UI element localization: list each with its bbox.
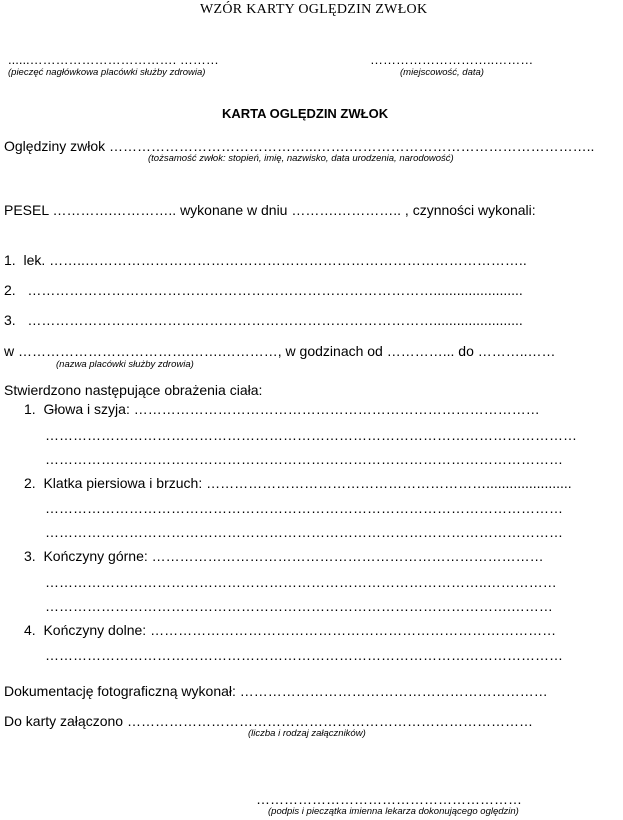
place-date-dots: ………………………..……… xyxy=(370,52,534,67)
injury-label: Kończyny dolne: …………………………………………………………………………… xyxy=(43,622,557,638)
ogledziny-line: Oględziny zwłok ……………………………………...…….…………………………………………….. xyxy=(4,138,595,154)
performer-text: lek. ……..………………………………………………………………………………….. xyxy=(23,252,527,268)
signature-caption: (podpis i pieczątka imienna lekarza dokonującego oględzin) xyxy=(268,806,519,817)
performer-text: ……………………………………………………………………………....................... xyxy=(27,312,523,328)
attachments-line: Do karty załączono …………………………………………………………………………… xyxy=(4,713,533,729)
photo-documentation-line: Dokumentację fotograficzną wykonał: ………………………………………………………… xyxy=(4,683,548,699)
injury-label: Klatka piersiowa i brzuch: ……………………………………………………...................... xyxy=(43,475,572,491)
ogledziny-caption: (tożsamość zwłok: stopień, imię, nazwisko, data urodzenia, narodowość) xyxy=(148,153,454,164)
place-caption: (nazwa placówki służby zdrowia) xyxy=(56,359,194,370)
injury-number: 2. xyxy=(24,475,36,491)
form-template-title: WZÓR KARTY OGLĘDZIN ZWŁOK xyxy=(200,2,428,17)
injury-number: 4. xyxy=(24,622,36,638)
pesel-line: PESEL ………….………….. wykonane w dniu ……….………….. , czynności wykonali: xyxy=(4,202,536,218)
stamp-caption: (pieczęć nagłówkowa placówki służby zdrowia) xyxy=(8,67,206,78)
injury-label: Głowa i szyja: …………………………………………………………………………… xyxy=(43,401,540,417)
place-date-caption: (miejscowość, data) xyxy=(400,67,484,78)
performer-number: 2. xyxy=(4,282,16,298)
injury-line: ………………………………………………………………………………………………… xyxy=(45,500,563,516)
performer-row xyxy=(4,312,523,328)
injury-item-head-neck xyxy=(24,401,540,417)
injury-number: 3. xyxy=(24,548,36,564)
performer-number: 1. xyxy=(4,252,16,268)
place-line: w ……………………………….…….…………, w godzinach od …………... do ………..…… xyxy=(4,343,556,359)
signature-dots: ………………………………………………… xyxy=(256,791,522,807)
injury-line: ………………………………………………………………………………………………… xyxy=(45,524,563,540)
injury-line: ………………………………………………………………………………………………… xyxy=(45,647,563,663)
performer-text: ……………………………………………………………………………....................... xyxy=(27,282,523,298)
performer-row xyxy=(4,282,523,298)
attachments-caption: (liczba i rodzaj załączników) xyxy=(248,728,366,739)
document-title: KARTA OGLĘDZIN ZWŁOK xyxy=(222,106,389,121)
injury-line: ……………………………………………………………………………………….……… xyxy=(45,598,553,614)
injury-label: Kończyny górne: ………………………………………………………………………… xyxy=(43,548,544,564)
injury-line: ………………………………………………………………………………………………… xyxy=(45,451,563,467)
injury-item-lower-limbs xyxy=(24,622,556,638)
injuries-intro: Stwierdzono następujące obrażenia ciała: xyxy=(4,382,263,398)
stamp-dots: ......……………………………. ……… xyxy=(8,52,219,67)
performer-number: 3. xyxy=(4,312,16,328)
injury-item-chest-abdomen xyxy=(24,475,572,491)
injury-line: …………………………………………………………………………………………………… xyxy=(45,427,577,443)
injury-item-upper-limbs xyxy=(24,548,544,564)
injury-line: …………………………………………………………………………………..…………… xyxy=(45,574,557,590)
performer-row xyxy=(4,252,527,268)
injury-number: 1. xyxy=(24,401,36,417)
